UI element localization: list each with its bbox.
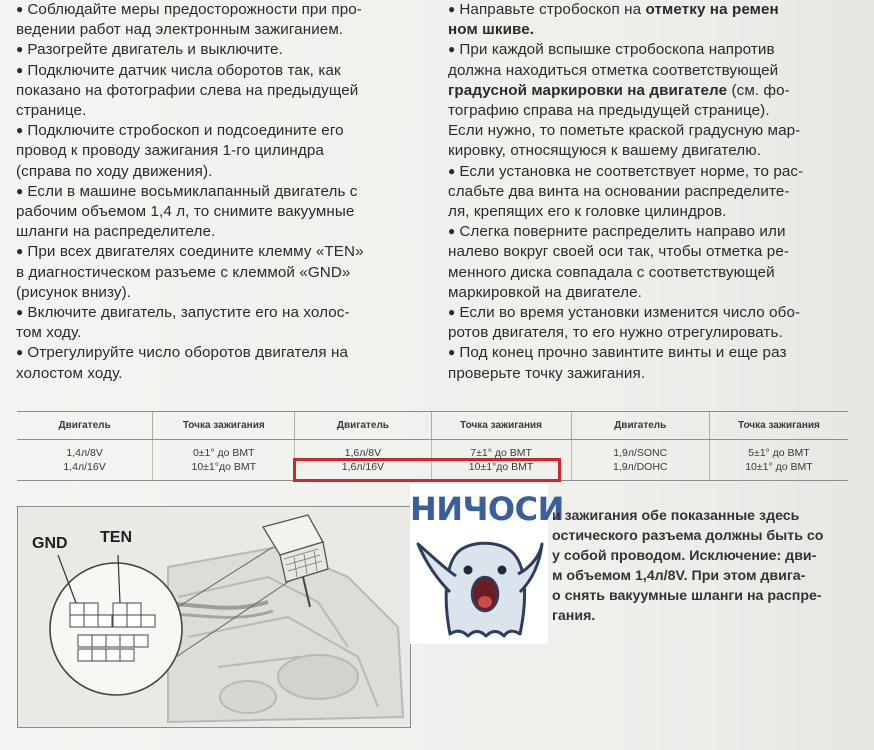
text-span: ведении работ над электронным зажиганием. [16, 21, 344, 39]
text-line [16, 182, 418, 202]
text-span: При всех двигателях соедините клемму «TEN» [27, 243, 364, 261]
text-line [448, 61, 853, 81]
red-highlight-box [293, 458, 561, 482]
text-line [448, 242, 853, 262]
diagnostic-connector-figure [17, 506, 411, 728]
text-line [16, 263, 418, 283]
text-span: маркировкой на двигателе. [448, 283, 642, 301]
text-line [16, 323, 418, 343]
text-span: тографию справа на предыдущей странице). [448, 102, 770, 120]
text-line [16, 0, 418, 20]
text-line [448, 0, 853, 20]
text-span: проверьте точку зажигания. [448, 364, 646, 382]
text-span: холостом ходу. [16, 364, 123, 382]
text-line [448, 283, 853, 303]
text-line [448, 263, 853, 283]
text-line [448, 121, 853, 141]
table-header-cell: Точка зажигания [709, 412, 848, 440]
ghost-sticker [410, 484, 564, 644]
text-line [448, 101, 853, 121]
table-cell: 5±1° до ВМТ [709, 440, 848, 461]
text-line [448, 202, 853, 222]
table-row [17, 440, 848, 461]
text-line [16, 61, 418, 81]
text-span: Направьте стробоскоп на [459, 1, 646, 18]
text-line [448, 303, 853, 323]
text-line [448, 141, 853, 161]
text-span: Слегка поверните распределить направо или [459, 223, 786, 241]
text-line [448, 323, 853, 343]
text-span: том ходу. [16, 324, 82, 342]
text-line [448, 40, 853, 60]
text-line [448, 162, 853, 182]
text-line: и зажигания обе показанные здесь [552, 508, 800, 524]
text-line [448, 20, 853, 40]
table-cell: 1,6л/8V [295, 440, 431, 461]
text-span: (см. фо- [727, 81, 790, 99]
text-line [16, 81, 418, 101]
text-span: должна находиться отметка соответствующей [448, 61, 779, 79]
table-cell: 1,9л/DOHC [571, 460, 709, 481]
table-cell: 10±1°до ВМТ [431, 460, 571, 481]
text-line [448, 364, 853, 384]
text-line [16, 40, 418, 60]
text-line: о снять вакуумные шланги на распре- [552, 588, 822, 604]
text-line: м объемом 1,4л/8V. При этом двига- [552, 568, 806, 584]
table-header-cell: Точка зажигания [153, 412, 295, 440]
table-cell: 10±1° до ВМТ [709, 460, 848, 481]
text-line [16, 303, 418, 323]
bold-text-span: ном шкиве. [448, 21, 535, 39]
text-line [448, 182, 853, 202]
ghost-icon [410, 484, 564, 644]
text-span: слабьте два винта на основании распределите- [448, 182, 790, 200]
text-span: Соблюдайте меры предосторожности при про- [27, 1, 362, 18]
table-cell: 1,4л/16V [17, 460, 153, 481]
table-header-cell: Двигатель [571, 412, 709, 440]
gnd-label: GND [32, 535, 68, 552]
table-cell: 10±1°до ВМТ [153, 460, 295, 481]
text-span: (рисунок внизу). [16, 283, 132, 301]
text-span: налево вокруг своей оси так, чтобы отметка ре- [448, 243, 790, 261]
text-line [16, 222, 418, 242]
text-span: показано на фотографии слева на предыдущей [16, 81, 359, 99]
table-cell: 1,4л/8V [66, 447, 103, 459]
text-line [448, 222, 853, 242]
text-span: провод к проводу зажигания 1-го цилиндра [16, 142, 324, 160]
text-span: Под конец прочно завинтите винты и еще раз [459, 344, 787, 362]
table-header-cell: Двигатель [17, 412, 153, 440]
text-span: Разогрейте двигатель и выключите. [27, 41, 283, 59]
text-span: Отрегулируйте число оборотов двигателя на [27, 344, 349, 362]
text-line [16, 141, 418, 161]
bold-text-span: градусной маркировки на двигателе [448, 81, 728, 99]
text-span: Включите двигатель, запустите его на холос- [27, 304, 350, 322]
text-span: кировку, относящуюся к вашему двигателю. [448, 142, 762, 160]
text-line [448, 81, 853, 101]
text-span: Если в машине восьмиклапанный двигатель с [27, 182, 358, 200]
ten-label: TEN [100, 529, 132, 546]
text-line [16, 283, 418, 303]
text-line: остического разъема должны быть со [552, 528, 824, 544]
text-span: Если установка не соответствует норме, то рас- [459, 162, 804, 180]
text-line [16, 364, 418, 384]
table-cell: 1,6л/16V [295, 460, 431, 481]
text-span: странице. [16, 102, 87, 120]
text-span: Если нужно, то пометьте краской градусную мар- [448, 122, 801, 140]
text-line [448, 343, 853, 363]
text-span: шланги на распределителе. [16, 223, 216, 241]
text-span: ротов двигателя, то его нужно отрегулировать. [448, 324, 783, 342]
table-cell: 7±1° до ВМТ [431, 440, 571, 461]
text-span: рабочим объемом 1,4 л, то снимите вакуумные [16, 203, 355, 221]
bottom-right-text [552, 506, 852, 626]
table-cell: 1,9л/SONC [571, 440, 709, 461]
text-line: у собой проводом. Исключение: дви- [552, 548, 817, 564]
text-line [16, 20, 418, 40]
text-span: менного диска совпадала с соответствующей [448, 263, 775, 281]
text-line [16, 343, 418, 363]
table-cell: 0±1° до ВМТ [153, 440, 295, 461]
text-span: (справа по ходу движения). [16, 162, 213, 180]
text-span: Подключите стробоскоп и подсоедините его [27, 122, 344, 140]
engine-photo-illustration [18, 507, 410, 727]
table-header-cell: Двигатель [295, 412, 431, 440]
sticker-caption: НИЧОСИ [410, 490, 564, 528]
text-line [16, 121, 418, 141]
right-column [448, 0, 853, 384]
left-column [16, 0, 418, 384]
text-span: При каждой вспышке стробоскопа напротив [459, 41, 775, 59]
bold-text-span: отметку на ремен [645, 1, 779, 18]
text-span: в диагностическом разъеме с клеммой «GND» [16, 263, 351, 281]
text-span: Если во время установки изменится число обо- [459, 304, 801, 322]
table-header-cell: Точка зажигания [431, 412, 571, 440]
text-span: Подключите датчик числа оборотов так, как [27, 61, 341, 79]
text-line [16, 202, 418, 222]
text-line [16, 101, 418, 121]
table-header-row [17, 412, 848, 440]
text-line: гания. [552, 608, 596, 624]
text-span: ля, крепящих его к головке цилиндров. [448, 203, 727, 221]
text-line [16, 242, 418, 262]
text-line [16, 162, 418, 182]
